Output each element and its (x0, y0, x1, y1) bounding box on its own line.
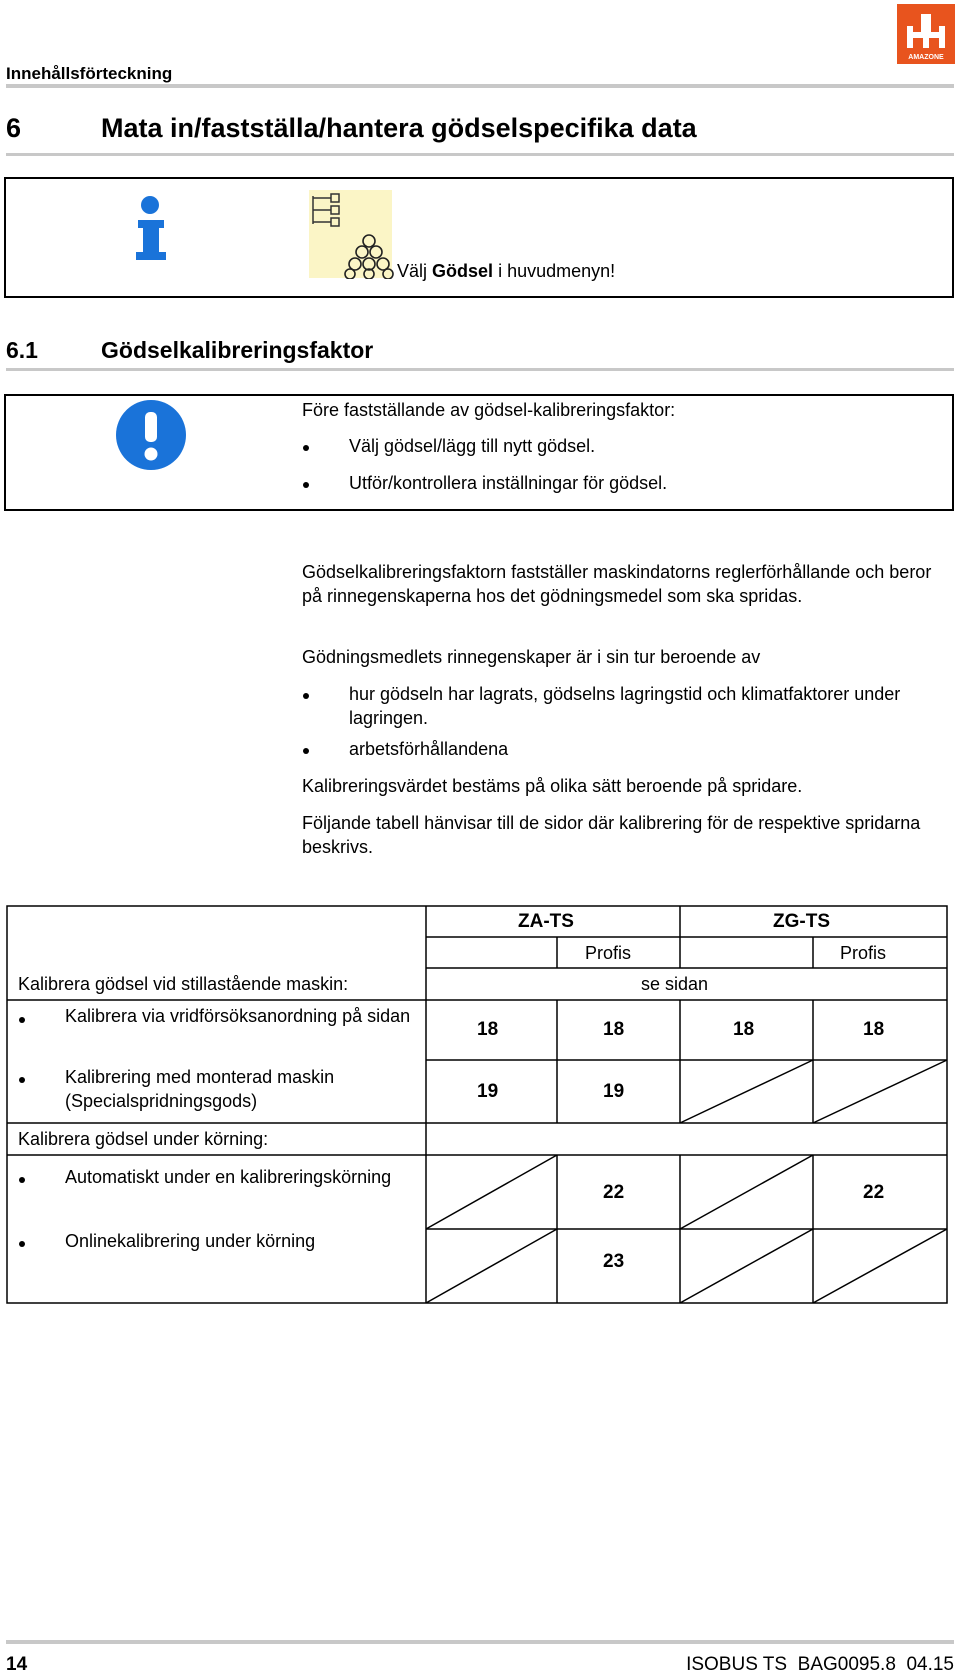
row3-value: 22 (603, 1182, 625, 1203)
row4-label: Onlinekalibrering under körning (65, 1231, 316, 1251)
row2-value: 19 (477, 1081, 499, 1102)
chapter-title: Mata in/fastställa/hantera gödselspecifika data (101, 113, 697, 143)
chapter-number: 6 (6, 113, 22, 143)
bullet (19, 1241, 25, 1247)
footer-divider (6, 1640, 954, 1644)
bullet (19, 1177, 25, 1183)
header-profis-za: Profis (585, 943, 632, 963)
body-bullet-1: hur gödseln har lagrats, gödselns lagringstid och klimatfaktorer under lagringen. (349, 684, 901, 728)
header-see-page: se sidan (641, 974, 709, 994)
section-label: Innehållsförteckning (6, 64, 173, 83)
chapter-divider (6, 153, 954, 156)
row3-label: Automatiskt under en kalibreringskörning (65, 1167, 392, 1187)
section-divider (6, 368, 954, 371)
section-title: Gödselkalibreringsfaktor (101, 337, 374, 363)
header-za-ts: ZA-TS (518, 911, 574, 932)
warning-bullet-2: Utför/kontrollera inställningar för gödsel. (349, 473, 668, 493)
page-number: 14 (6, 1654, 28, 1675)
section-stationary: Kalibrera gödsel vid stillastående maskin: (18, 974, 349, 994)
bullet (303, 748, 309, 754)
amazone-logo-icon (897, 4, 955, 64)
logo-text: AMAZONE (908, 54, 944, 61)
row3-value: 22 (863, 1182, 885, 1203)
calibration-table (6, 905, 949, 1305)
section-number: 6.1 (6, 337, 38, 363)
body-bullet-2: arbetsförhållandena (349, 739, 509, 759)
fertilizer-icon (344, 233, 394, 284)
row1-value: 18 (477, 1019, 499, 1040)
bullet (19, 1077, 25, 1083)
bullet (19, 1017, 25, 1023)
header-profis-zg: Profis (840, 943, 887, 963)
row1-label: Kalibrera via vridförsöksanordning på sidan (65, 1006, 411, 1026)
info-instruction: Välj Gödsel i huvudmenyn! (397, 261, 616, 281)
row1-value: 18 (603, 1019, 625, 1040)
warning-bullet-1: Välj gödsel/lägg till nytt gödsel. (349, 436, 596, 456)
body-paragraph-4: Följande tabell hänvisar till de sidor där kalibrering för de respektive spridarna beskrivs. (302, 813, 921, 857)
row4-value: 23 (603, 1251, 625, 1272)
bullet (303, 445, 309, 451)
info-icon (130, 196, 170, 267)
body-paragraph-3: Kalibreringsvärdet bestäms på olika sätt beroende på spridare. (302, 776, 803, 796)
warning-icon (116, 400, 186, 475)
warning-intro: Före fastställande av gödsel-kalibreringsfaktor: (302, 400, 676, 420)
amazone-logo (897, 4, 955, 64)
bullet (303, 482, 309, 488)
bullet (303, 693, 309, 699)
row1-value: 18 (863, 1019, 885, 1040)
body-paragraph-1: Gödselkalibreringsfaktorn fastställer maskindatorns reglerförhållande och beror på rinnegenskaperna hos det gödningsmedel som ska spridas. (302, 562, 932, 606)
row2-value: 19 (603, 1081, 625, 1102)
body-paragraph-2: Gödningsmedlets rinnegenskaper är i sin tur beroende av (302, 647, 761, 667)
header-divider (6, 84, 954, 88)
header-zg-ts: ZG-TS (773, 911, 830, 932)
row1-value: 18 (733, 1019, 755, 1040)
section-driving: Kalibrera gödsel under körning: (18, 1129, 269, 1149)
row2-label: Kalibrering med monterad maskin (Specialspridningsgods) (65, 1067, 335, 1111)
document-reference: ISOBUS TS BAG0095.8 04.15 (686, 1654, 954, 1675)
